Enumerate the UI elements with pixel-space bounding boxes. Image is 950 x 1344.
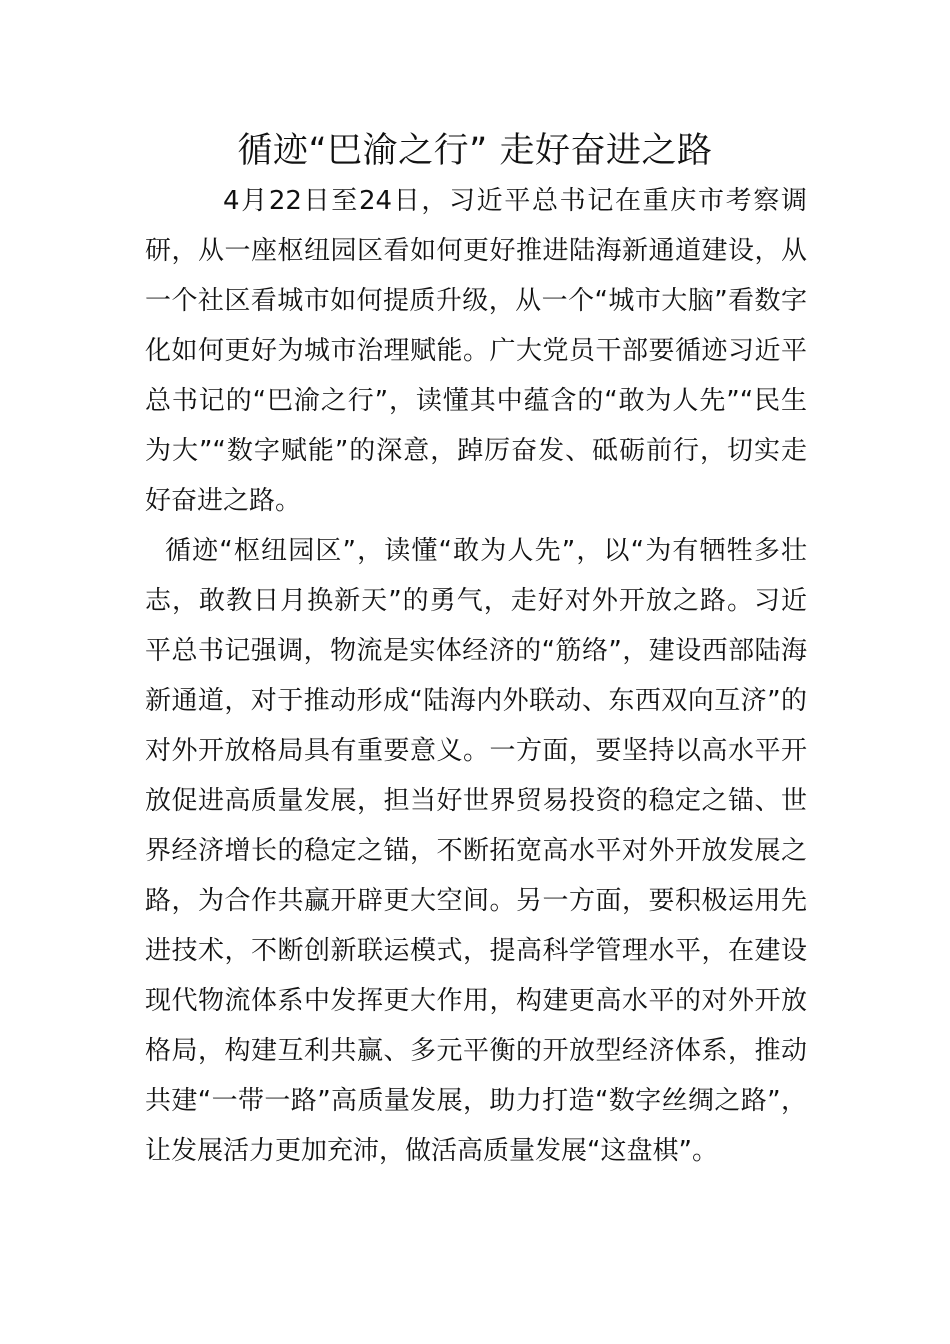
document-title: 循迹“巴渝之行” 走好奋进之路 — [237, 131, 713, 171]
paragraph-2: 循迹“枢纽园区”，读懂“敢为人先”，以“为有牺牲多壮志，敢教日月换新天”的勇气，走好对外开放之路。习近平总书记强调，物流是实体经济的“筋络”，建设西部陆海新通道，对于推动形成“陆海内外联动、东西双向互济”的对外开放格局具有重要意义。一方面，要坚持以高水平开放促进高质量发展，担当好世界贸易投资的稳定之锚、世界经济增长的稳定之锚，不断拓宽高水平对外开放发展之路，为合作共赢开辟更大空间。另一方面，要积极运用先进技术，不断创新联运模式，提高科学管理水平，在建设现代物流体系中发挥更大作用，构建更高水平的对外开放格局，构建互利共赢、多元平衡的开放型经济体系，推动共建“一带一路”高质量发展，助力打造“数字丝绸之路”，让发展活力更加充沛，做活高质量发展“这盘棋”。 — [145, 536, 807, 1166]
paragraph-1: 4月22日至24日，习近平总书记在重庆市考察调研，从一座枢纽园区看如何更好推进陆海新通道建设，从一个社区看城市如何提质升级，从一个“城市大脑”看数字化如何更好为城市治理赋能。广大党员干部要循迹习近平总书记的“巴渝之行”，读懂其中蕴含的“敢为人先”“民生为大”“数字赋能”的深意，踔厉奋发、砥砺前行，切实走好奋进之路。 — [145, 186, 807, 516]
